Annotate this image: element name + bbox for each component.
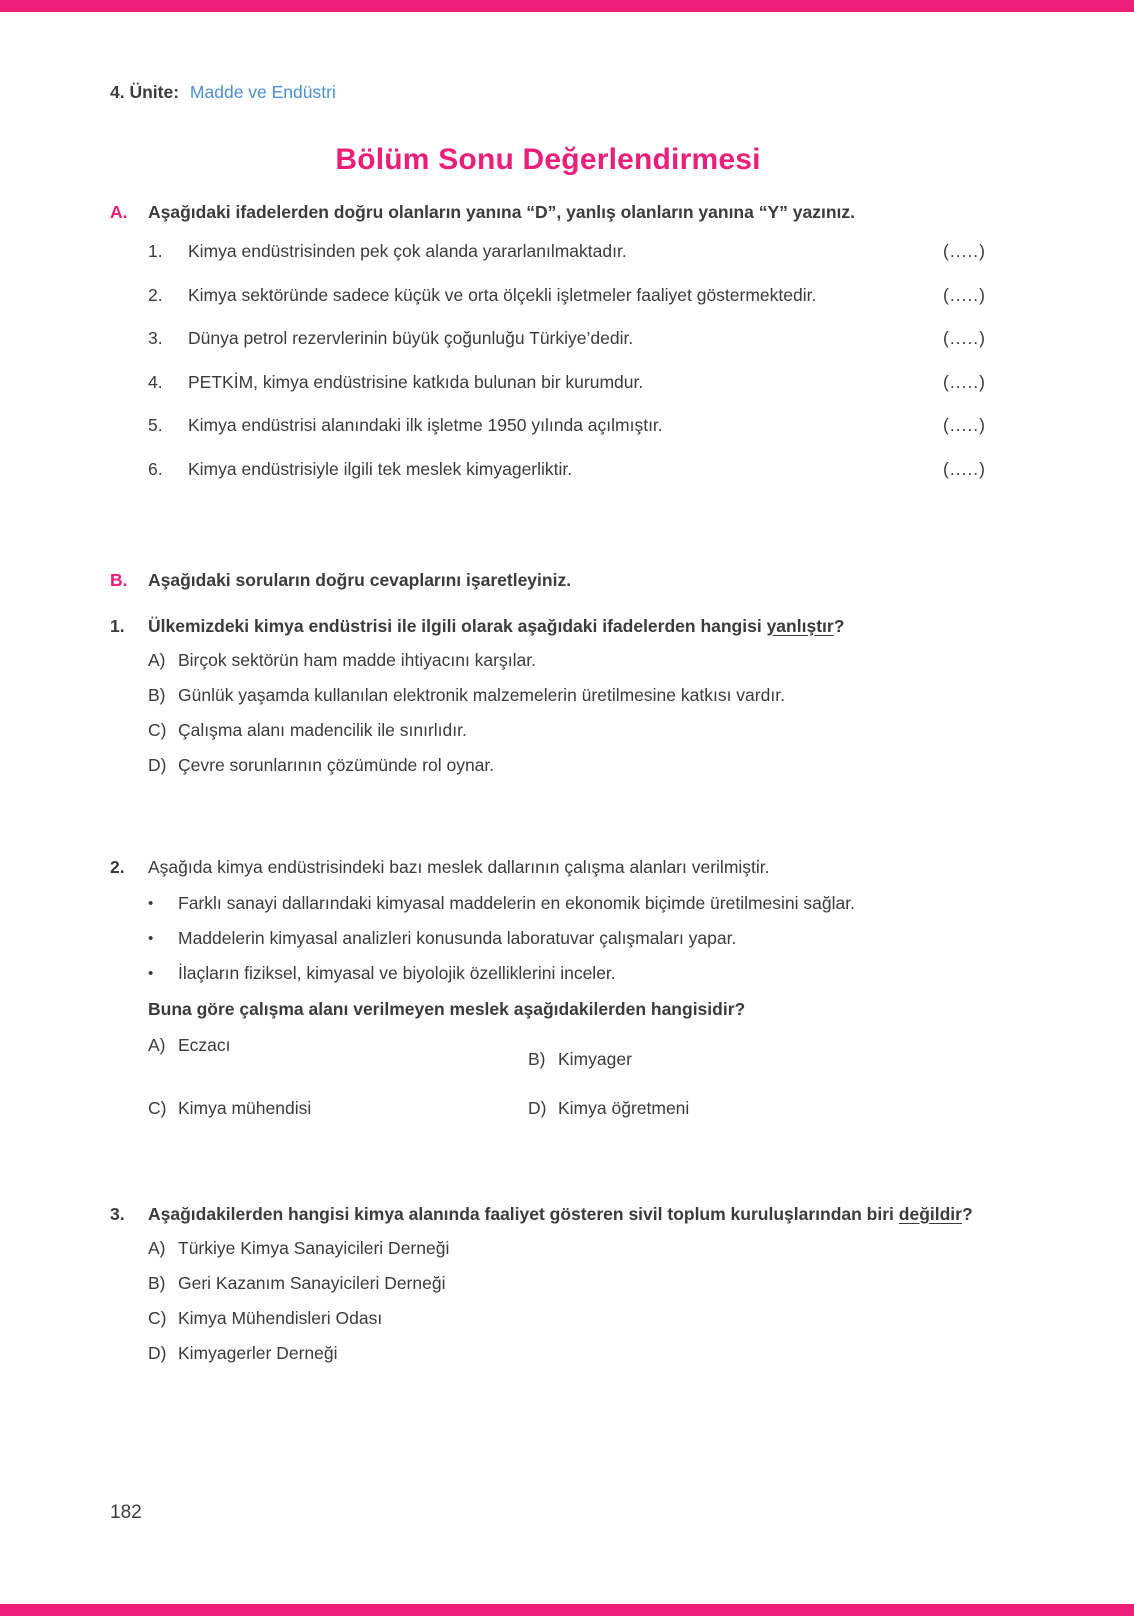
bullet-icon: •: [148, 929, 154, 947]
option-letter: D): [148, 1342, 167, 1363]
unit-label: 4. Ünite:: [110, 82, 180, 102]
option-text: Kimya mühendisi: [178, 1097, 312, 1118]
item-number: 3.: [148, 328, 163, 348]
bullet-item: [148, 928, 986, 949]
tf-item-2: [148, 285, 986, 306]
option-letter: D): [148, 754, 167, 775]
tf-item-4: [148, 372, 986, 393]
question-number: 1.: [110, 615, 125, 636]
option-letter: C): [148, 1097, 167, 1118]
item-number: 6.: [148, 458, 163, 479]
stem-suffix: ?: [833, 615, 845, 636]
option-text: Kimya öğretmeni: [558, 1097, 690, 1118]
item-text: Dünya petrol rezervlerinin büyük çoğunluğu Türkiye’dedir.: [188, 328, 634, 348]
question-1: [110, 615, 986, 776]
question-2-stem: Buna göre çalışma alanı verilmeyen meslek aşağıdakilerden hangisidir?: [148, 998, 746, 1019]
item-number: 1.: [148, 241, 163, 261]
section-a-header: [110, 202, 986, 223]
item-number: 4.: [148, 371, 163, 392]
question-3: [110, 1203, 986, 1364]
option-letter: C): [148, 719, 167, 740]
bullet-icon: •: [148, 964, 154, 982]
question-3-stem-row: [110, 1203, 986, 1225]
option-a: [148, 1238, 986, 1259]
option-text: Çevre sorunlarının çözümünde rol oynar.: [178, 754, 495, 775]
stem-underlined-word: yanlıştır: [766, 615, 834, 636]
unit-header: [110, 82, 986, 103]
question-2-intro-row: [110, 856, 986, 878]
option-letter: A): [148, 1237, 166, 1258]
option-d: [148, 1343, 986, 1364]
answer-blank: (.....): [943, 328, 986, 348]
page-content: [110, 0, 986, 1364]
stem-suffix: ?: [961, 1203, 973, 1224]
bullet-item: [148, 893, 986, 914]
option-letter: B): [528, 1048, 546, 1069]
section-b-header: [110, 570, 986, 591]
question-2-options: [110, 1035, 986, 1119]
question-stem: [148, 1203, 973, 1225]
question-2: [110, 856, 986, 1119]
option-text: Türkiye Kimya Sanayicileri Derneği: [178, 1237, 450, 1258]
option-letter: D): [528, 1097, 547, 1118]
section-b-label: B.: [110, 569, 128, 590]
section-b: [110, 570, 986, 1364]
question-stem: [148, 615, 844, 637]
answer-blank: (.....): [943, 371, 986, 392]
section-a-label: A.: [110, 202, 128, 222]
option-d: [148, 755, 986, 776]
option-letter: C): [148, 1307, 167, 1328]
tf-item-5: [148, 415, 986, 436]
option-text: Kimyager: [558, 1048, 632, 1069]
option-text: Kimya Mühendisleri Odası: [178, 1307, 383, 1328]
question-1-stem-row: [110, 615, 986, 637]
answer-blank: (.....): [943, 458, 986, 479]
section-a: [110, 202, 986, 480]
bullet-text: Farklı sanayi dallarındaki kimyasal maddelerin en ekonomik biçimde üretilmesini sağlar.: [178, 892, 855, 913]
tf-item-1: [148, 241, 986, 262]
answer-blank: (.....): [943, 415, 986, 435]
page-title: Bölüm Sonu Değerlendirmesi: [335, 143, 761, 176]
option-b: [148, 685, 986, 706]
option-c: [148, 1098, 528, 1119]
option-c: [148, 1308, 986, 1329]
item-text: Kimya endüstrisi alanındaki ilk işletme 1950 yılında açılmıştır.: [188, 415, 663, 435]
option-d: [528, 1098, 986, 1119]
stem-prefix: Aşağıdakilerden hangisi kimya alanında faaliyet gösteren sivil toplum kuruluşlarından biri: [148, 1203, 899, 1224]
bottom-accent-bar: [0, 1604, 1134, 1616]
option-text: Günlük yaşamda kullanılan elektronik malzemelerin üretilmesine katkısı vardır.: [178, 684, 785, 705]
option-text: Eczacı: [178, 1034, 231, 1055]
question-number: 3.: [110, 1203, 125, 1224]
question-intro: Aşağıda kimya endüstrisindeki bazı meslek dallarının çalışma alanları verilmiştir.: [148, 856, 770, 877]
option-b: [528, 1049, 986, 1070]
item-number: 2.: [148, 284, 163, 305]
question-1-options: [110, 650, 986, 776]
option-text: Geri Kazanım Sanayicileri Derneği: [178, 1272, 446, 1293]
option-letter: B): [148, 684, 166, 705]
bullet-item: [148, 963, 986, 984]
option-letter: A): [148, 649, 166, 670]
item-text: Kimya endüstrisiyle ilgili tek meslek kimyagerliktir.: [188, 458, 573, 479]
section-b-instruction: Aşağıdaki soruların doğru cevaplarını işaretleyiniz.: [148, 569, 572, 590]
item-text: Kimya endüstrisinden pek çok alanda yararlanılmaktadır.: [188, 241, 627, 261]
option-b: [148, 1273, 986, 1294]
tf-item-6: [148, 459, 986, 480]
section-a-instruction: Aşağıdaki ifadelerden doğru olanların yanına “D”, yanlış olanların yanına “Y” yazınız.: [148, 202, 855, 222]
answer-blank: (.....): [943, 241, 986, 261]
item-text: Kimya sektöründe sadece küçük ve orta ölçekli işletmeler faaliyet göstermektedir.: [188, 284, 817, 305]
tf-item-3: [148, 328, 986, 349]
bullet-text: İlaçların fiziksel, kimyasal ve biyolojik özelliklerini inceler.: [178, 962, 616, 983]
option-letter: B): [148, 1272, 166, 1293]
option-letter: A): [148, 1034, 166, 1055]
question-number: 2.: [110, 856, 125, 877]
option-text: Çalışma alanı madencilik ile sınırlıdır.: [178, 719, 467, 740]
option-text: Birçok sektörün ham madde ihtiyacını karşılar.: [178, 649, 536, 670]
page-number: 182: [110, 1502, 142, 1523]
true-false-list: [110, 241, 986, 480]
option-a: [148, 650, 986, 671]
stem-underlined-word: değildir: [898, 1203, 962, 1224]
answer-blank: (.....): [943, 284, 986, 305]
option-c: [148, 720, 986, 741]
unit-title: Madde ve Endüstri: [189, 82, 336, 102]
question-3-options: [110, 1238, 986, 1364]
question-2-bullets: [110, 893, 986, 984]
item-number: 5.: [148, 415, 163, 435]
option-a: [148, 1035, 528, 1070]
option-text: Kimyagerler Derneği: [178, 1342, 338, 1363]
bullet-text: Maddelerin kimyasal analizleri konusunda laboratuvar çalışmaları yapar.: [178, 927, 737, 948]
bullet-icon: •: [148, 894, 154, 912]
item-text: PETKİM, kimya endüstrisine katkıda bulunan bir kurumdur.: [188, 371, 644, 392]
stem-prefix: Ülkemizdeki kimya endüstrisi ile ilgili olarak aşağıdaki ifadelerden hangisi: [148, 615, 767, 636]
